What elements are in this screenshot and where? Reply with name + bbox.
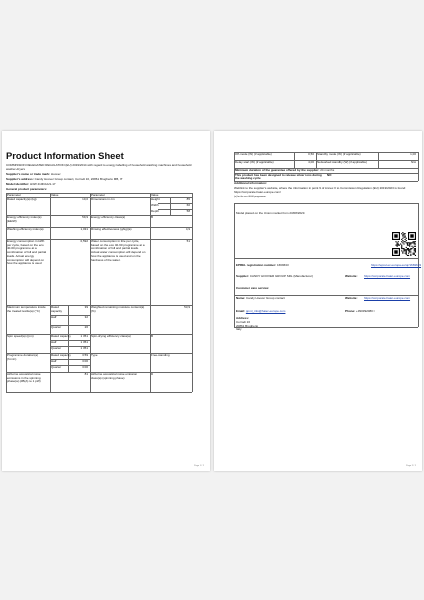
care-name-label: Name: (236, 296, 246, 300)
page-2 (214, 131, 422, 471)
cell-sublabel: Quarter (51, 346, 62, 350)
col-header: Parameter (91, 192, 106, 197)
table-rule (192, 193, 193, 392)
cell-param: Standby mode (W) (if applicable) (317, 151, 361, 156)
placed-on-market: Model placed on the Union market from 23/08/2023. (236, 211, 306, 215)
supplier-address-label: Supplier's address: (6, 177, 34, 181)
cell-param: Programme duration(a) (h:min) (7, 353, 39, 361)
website-label: Website: (345, 274, 358, 278)
cell-value: B (151, 334, 154, 338)
care-phone: +390392080 I (356, 309, 375, 313)
col-header: Value (51, 192, 59, 197)
col-header: Parameter (7, 192, 22, 197)
guarantee-row (235, 169, 334, 173)
cell-param: Energy consumption in kWh per cycle, based on the eco 40-60 programme at a combination of full and partial loads. Actual energy consumption will depend on how the appliance is used (7, 239, 47, 266)
cell-sublabel: Half (51, 359, 57, 363)
cell-param: Weighted remaining moisture content(a) (%) (91, 305, 145, 313)
cell-value: D (151, 372, 154, 376)
cell-value: 60 (186, 203, 190, 207)
cell-sublabel: Rated capacity (51, 305, 63, 313)
cell-value: 39 (84, 305, 88, 309)
address-heading: Address: (236, 316, 250, 320)
cell-param: Water consumption in litre per cycle, based on the eco 40-60 programme at a combination of full and partial loads. Actual water consumption will depend on how the appliance is used and on the hardness of the water. (91, 239, 146, 262)
cell-sublabel: Width (151, 203, 159, 207)
model-label: Model identifier: (6, 182, 30, 186)
cell-param: Washing efficiency index(a) (7, 227, 44, 231)
cell-param: Delay start (W) (if applicable) (235, 159, 274, 164)
cell-value: 32 (84, 315, 88, 319)
regulation-text: COMMISSION DELEGATED REGULATION (EU) 2019/2014 with regard to energy labelling of household washing machines and household washer-dryers (6, 163, 192, 171)
supplier-row (236, 275, 313, 279)
cell-param: Type (91, 353, 98, 357)
cell-sublabel: Rated capacity (51, 334, 71, 338)
website-label-2 (345, 297, 357, 301)
website-label: Website: (345, 296, 358, 300)
table-rule (6, 392, 192, 393)
cell-value: 0,50 (308, 151, 314, 156)
cell-param: Rinsing effectiveness (g/kg)(a) (91, 227, 132, 231)
table-rule (90, 193, 91, 392)
website-link-1[interactable]: https://corporate.haier-europe.com (364, 274, 411, 278)
guarantee-label: Minimum duration of the guarantee offered by the supplier: (235, 167, 320, 172)
table-rule (150, 193, 154, 392)
page-title: Product Information Sheet (6, 150, 124, 161)
care-email-label: Email: (236, 309, 246, 313)
supplier-name-label: Supplier's name or trade mark: (6, 172, 51, 176)
additional-info-heading: Additional information: (234, 181, 267, 185)
cell-value: 4,00 (308, 159, 314, 164)
care-name-row (236, 297, 285, 301)
cell-sublabel: Height (151, 197, 160, 201)
cell-value: 58 (186, 209, 190, 213)
cell-value: 51 (186, 239, 190, 243)
website-label-1 (345, 275, 357, 279)
silver-ions-label: This product has been designed to release silver ions during the washing cycle (235, 172, 322, 181)
care-name: Candy Hoover Group contact (246, 296, 285, 300)
silver-ions-value: NO (327, 172, 332, 177)
address-line: Italy (236, 327, 242, 331)
eprel-row (236, 264, 289, 268)
cell-value: 3:00 (82, 359, 88, 363)
cell-param: Spin-drying efficiency class(a) (91, 334, 131, 338)
care-email-row (236, 310, 285, 314)
page-1 (2, 131, 210, 471)
cell-param: Airborne acoustical noise emission class(a) (spinning phase) (91, 372, 138, 380)
supplier-value: CANDY HOOVER GROUP SRL (Manufacturer) (249, 274, 313, 278)
cell-param: Rated capacity(a) (kg) (7, 197, 37, 201)
cell-value: 1,00 (410, 151, 416, 156)
cell-sublabel: Half (51, 315, 57, 319)
care-phone-label: Phone: (345, 309, 356, 313)
customer-care-heading: Customer care service: (236, 286, 270, 290)
cell-value: 85 (186, 197, 190, 201)
cell-param: Networked standby (W) (if applicable) (317, 159, 368, 164)
guarantee-value: 24 months (320, 167, 335, 172)
cell-param: Maximum temperature inside the treated textile(a) (°C) (7, 305, 46, 313)
care-phone-row (345, 310, 374, 314)
cell-value: N/A (410, 159, 416, 164)
cell-value: 53,9 (184, 305, 190, 309)
qr-code (392, 232, 416, 256)
cell-param: Energy efficiency class(a) (91, 215, 126, 219)
cell-param: Energy efficiency index(a) (EEIW) (7, 215, 42, 223)
cell-value: 1 351 (80, 346, 88, 350)
cell-value: 26 (84, 325, 88, 329)
care-email[interactable]: ppml_info@haier-europe.com (245, 309, 286, 313)
eprel-label: EPREL registration number: (236, 263, 277, 267)
address-line: 20861 Brugherio (236, 323, 259, 328)
table-rule (418, 152, 419, 181)
cell-value: 4,9 (185, 227, 190, 231)
page-number: Page 1 / 2 (194, 465, 204, 467)
table-rule (234, 203, 418, 204)
cell-value: 3:59 (82, 353, 88, 357)
cell-param: Dimensions in cm (91, 197, 115, 201)
cell-param: Airborne acoustical noise emissions in the spinning phase(a) (dB(A) re 1 pW) (7, 372, 41, 384)
cell-value: 0,592 (80, 239, 88, 243)
website-link-2[interactable]: https://corporate.haier-europe.com (364, 296, 411, 300)
cell-value: 3:00 (82, 365, 88, 369)
cell-sublabel: Quarter (51, 325, 62, 329)
cell-param: Off-mode (W) (if applicable) (235, 151, 272, 156)
cell-value: 59,9 (82, 215, 88, 219)
general-params-heading: General product parameters: (6, 187, 48, 191)
cell-value: 1,031 (80, 227, 88, 231)
cell-value: 81 (84, 372, 88, 376)
model-identifier: H3W 410DAA/1-17 (30, 182, 56, 186)
eprel-number: 1669633 (276, 263, 289, 267)
cell-sublabel: Depth (151, 209, 160, 213)
col-header: Value (151, 192, 159, 197)
footnote: (a) for the eco 40-60 programme. (234, 196, 267, 198)
cell-sublabel: Half (51, 340, 57, 344)
cell-value: B (151, 215, 154, 219)
cell-value: Free-standing (151, 353, 170, 357)
cell-param: Spin speed(a) (rpm) (7, 334, 34, 338)
supplier-name: Hoover (50, 172, 61, 176)
supplier-label: Supplier: (236, 274, 250, 278)
cell-value: 10,0 (82, 197, 88, 201)
table-rule (234, 203, 235, 327)
eprel-link[interactable]: https://eprel.ec.europa.eu/qr/1669633 (371, 263, 422, 267)
cell-sublabel: Quarter (51, 365, 62, 369)
cell-value: 1 351 (80, 334, 88, 338)
address-line: Corrodi 16 (236, 320, 251, 324)
additional-info-text: Weblink to the supplier's website, where the information in point 9 of Annex II to Commission Regulation (EU) 2019/2023 is found: https://corporate.haier-europe.com/ (234, 186, 406, 194)
table-rule (234, 258, 418, 259)
page-number: Page 2 / 2 (406, 465, 416, 467)
supplier-address: Candy Hoover Group contact, Corrodi 16, 20861 Brugherio MB, IT (34, 177, 123, 181)
cell-value: 1 351 (80, 340, 88, 344)
cell-sublabel: Rated capacity (51, 353, 71, 357)
